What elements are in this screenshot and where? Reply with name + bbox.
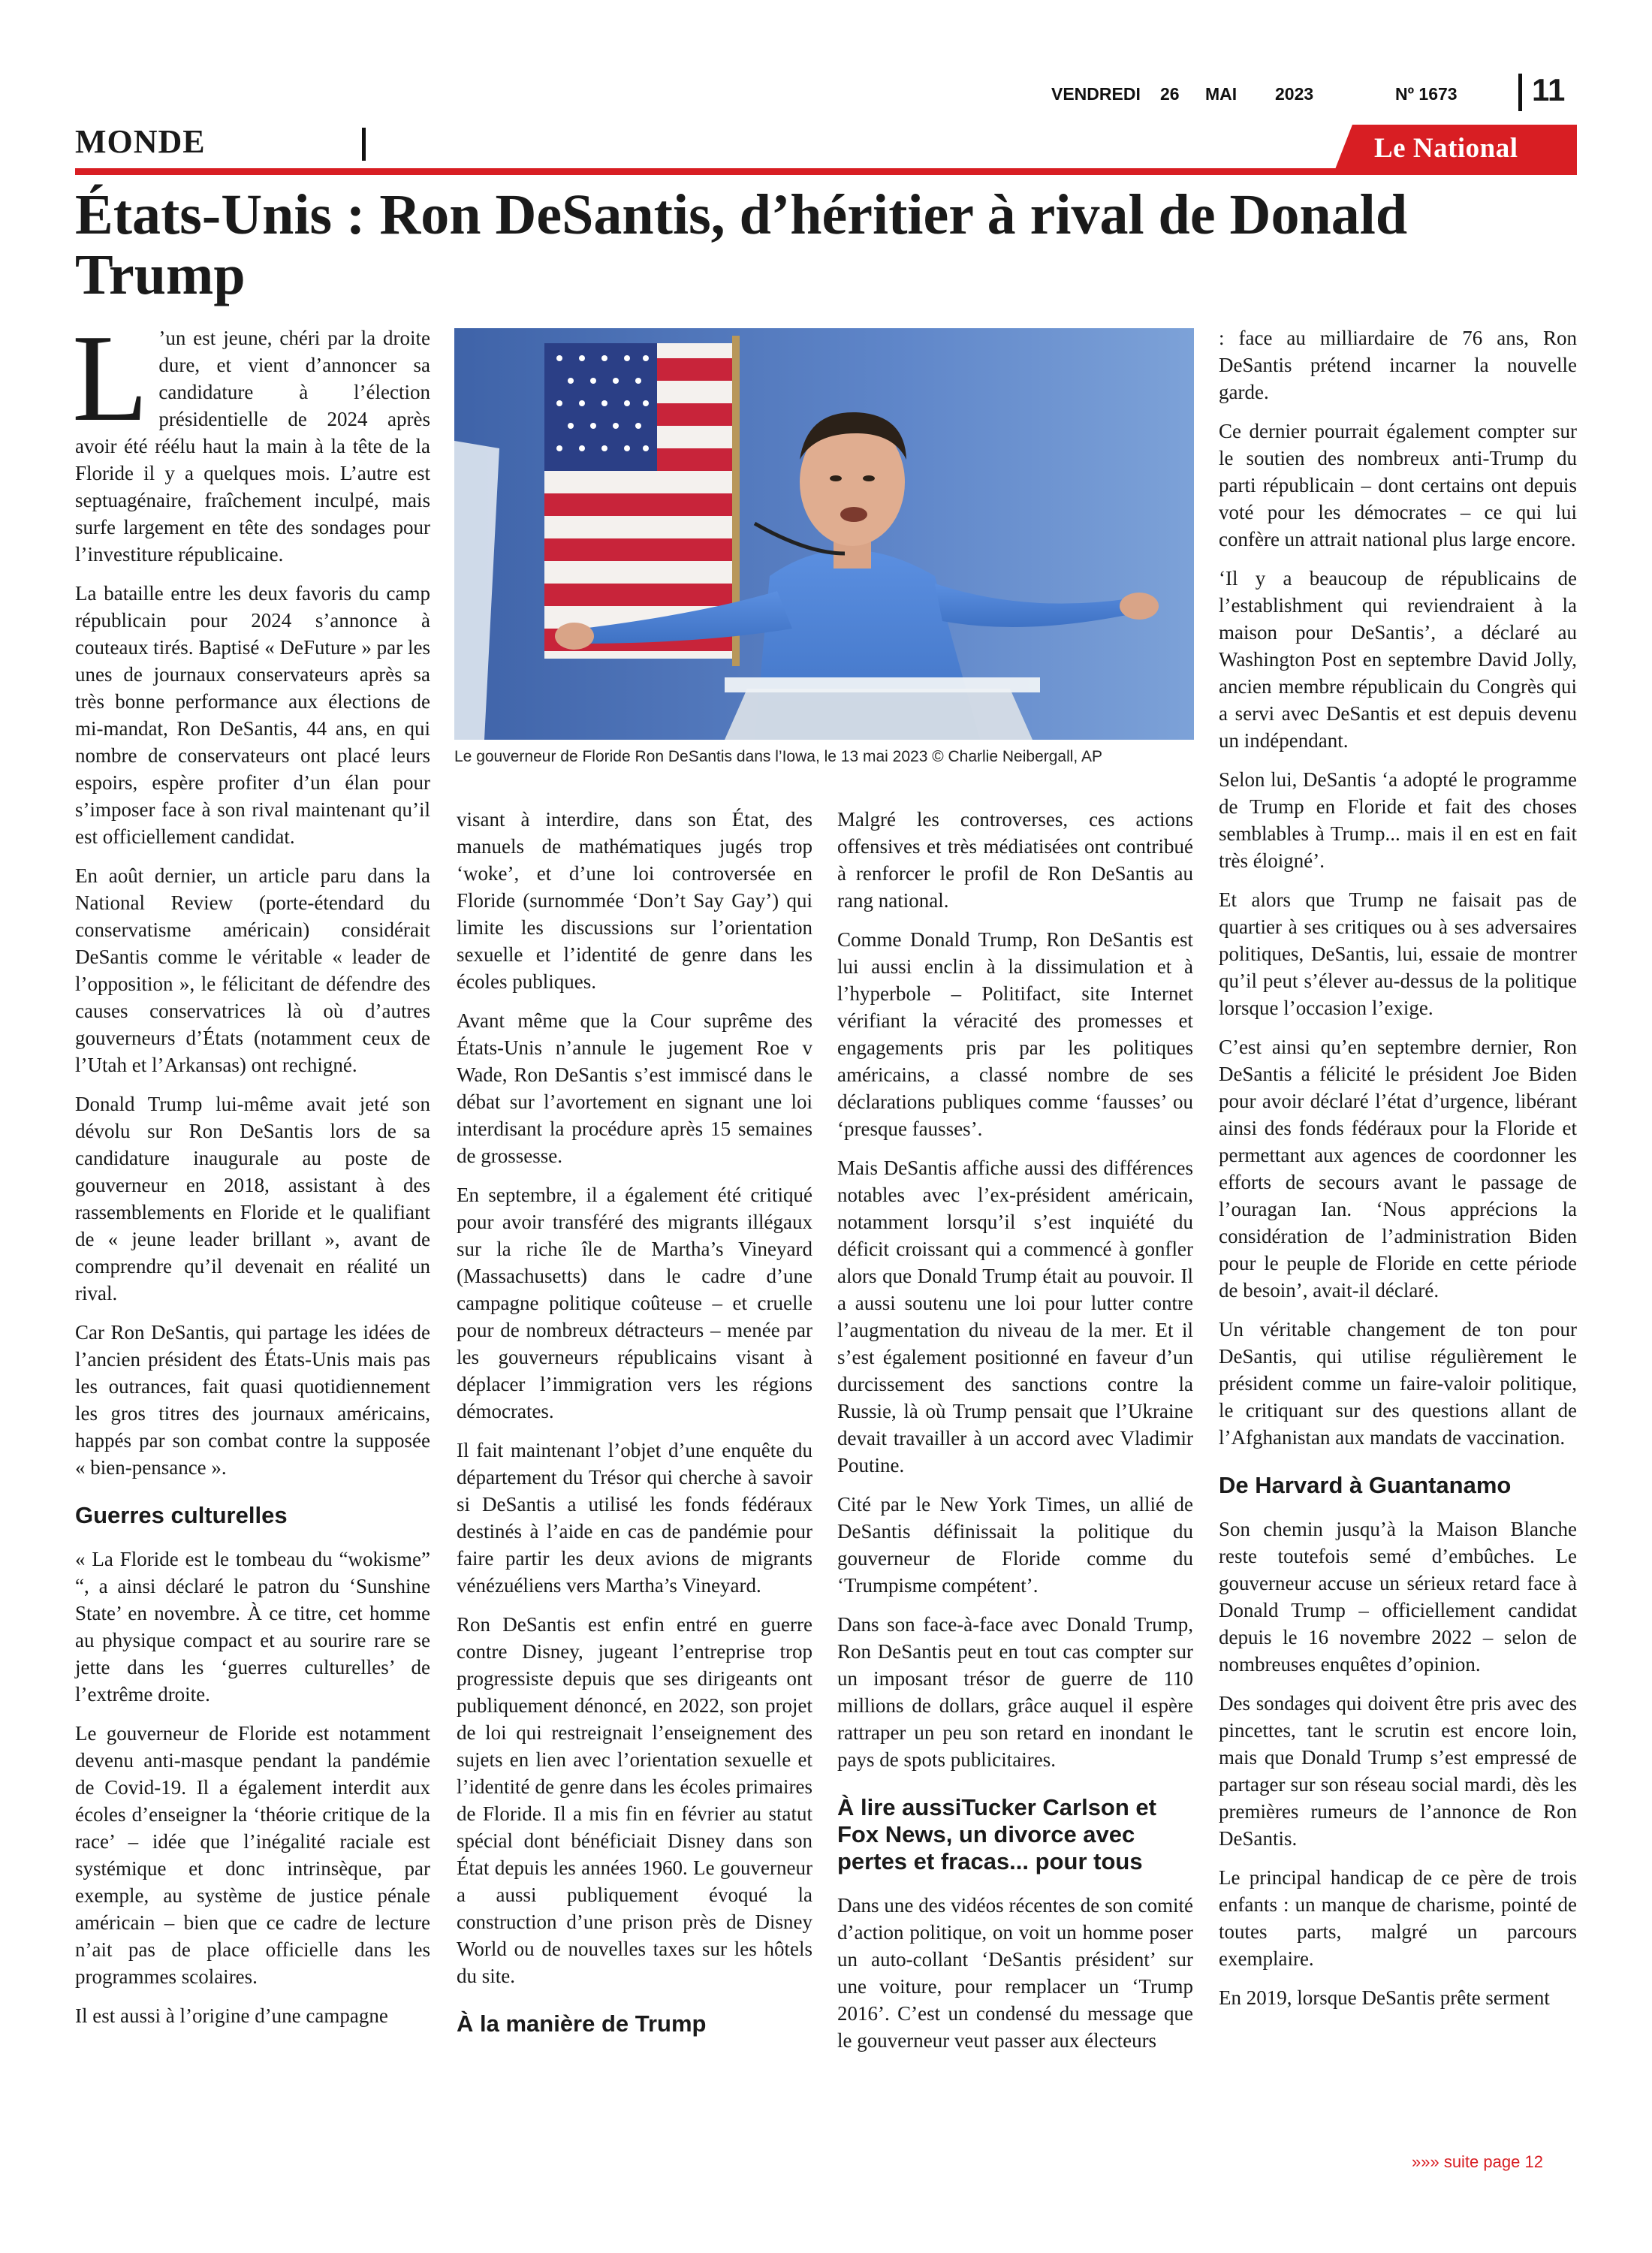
- paragraph: visant à interdire, dans son État, des manuels de mathématiques jugés trop ‘woke’, et d’une loi controversée en Floride (surnommée ‘Don’t Say Gay’) qui limite les discussions sur l’orientation sexuelle et l’identité de genre dans les écoles publiques.: [457, 808, 812, 993]
- section-title: MONDE: [75, 123, 206, 160]
- paragraph: Dans une des vidéos récentes de son comité d’action politique, on voit un homme poser un auto-collant ‘DeSantis président’ sur une voiture, pour remplacer un ‘Trump 2016’. C’est un condensé du message que le gouverneur veut passer aux électeurs: [837, 1894, 1193, 2052]
- paragraph: : face au milliardaire de 76 ans, Ron DeSantis prétend incarner la nouvelle garde.: [1219, 327, 1577, 403]
- paragraph: Le principal handicap de ce père de trois enfants : un manque de charisme, pointé de toutes parts, malgré un parcours exemplaire.: [1219, 1866, 1577, 1970]
- paragraph: Il est aussi à l’origine d’une campagne: [75, 2004, 388, 2027]
- headline: États-Unis : Ron DeSantis, d’héritier à rival de Donald Trump: [75, 183, 1408, 306]
- subheading: À lire aussiTucker Carlson et Fox News, un divorce avec pertes et fracas... pour tous: [837, 1794, 1156, 1874]
- paragraph: Des sondages qui doivent être pris avec des pincettes, tant le scrutin est encore loin, mais que Donald Trump s’est empressé de partager sur son réseau social mardi, dès les premières rumeurs de l’annonce de Ron DeSantis.: [1219, 1692, 1577, 1850]
- paragraph: Selon lui, DeSantis ‘a adopté le programme de Trump en Floride et fait des choses semblables à Trump... mais il en est en fait très éloigné’.: [1219, 768, 1577, 872]
- photo-caption: Le gouverneur de Floride Ron DeSantis dans l’Iowa, le 13 mai 2023 © Charlie Neibergall, AP: [454, 748, 1102, 765]
- date-year: 2023: [1275, 84, 1314, 104]
- paragraph: ‘Il y a beaucoup de républicains de l’establishment qui reviendraient à la maison pour DeSantis’, a déclaré au Washington Post en septembre David Jolly, ancien membre républicain du Congrès qui a servi avec DeSantis et est depuis devenu un indépendant.: [1219, 567, 1577, 752]
- issue-number: Nº 1673: [1395, 84, 1458, 104]
- paragraph: En 2019, lorsque DeSantis prête serment: [1219, 1986, 1550, 2009]
- photo-illustration: [454, 328, 1194, 740]
- paragraph: La bataille entre les deux favoris du camp républicain pour 2024 s’annonce à couteaux tirés. Baptisé « DeFuture » par les unes de journaux conservateurs après sa très bonne performance aux élections de mi-mandat, Ron DeSantis, 44 ans, en qui nombre de conservateurs ont placé leurs espoirs, espère profiter d’un élan pour s’imposer face à son rival maintenant qu’il est officiellement candidat.: [75, 582, 430, 848]
- paragraph: « La Floride est le tombeau du “wokisme” “, a ainsi déclaré le patron du ‘Sunshine State’ en novembre. À ce titre, cet homme au physique compact et au sourire rare se jette dans les ‘guerres culturelles’ de l’extrême droite.: [75, 1548, 430, 1706]
- paragraph: Avant même que la Cour suprême des États-Unis n’annule le jugement Roe v Wade, Ron DeSantis s’est immiscé dans le débat sur l’avortement en signant une loi interdisant la procédure après 15 semaines de grossesse.: [457, 1009, 812, 1167]
- article-photo: [454, 328, 1194, 740]
- subheading: De Harvard à Guantanamo: [1219, 1472, 1512, 1498]
- paragraph: Son chemin jusqu’à la Maison Blanche reste toutefois semé d’embûches. Le gouverneur accuse un sérieux retard face à Donald Trump – officiellement candidat depuis le 16 novembre 2022 – selon de nombreuses enquêtes d’opinion.: [1219, 1518, 1577, 1675]
- paragraph: Malgré les controverses, ces actions offensives et très médiatisées ont contribué à renforcer le profil de Ron DeSantis au rang national.: [837, 808, 1193, 912]
- article-column-3: [837, 806, 1193, 2066]
- continuation-link[interactable]: »»» suite page 12: [1412, 2152, 1543, 2171]
- paragraph: Car Ron DeSantis, qui partage les idées de l’ancien président des États-Unis mais pas les outrances, fait quasi quotidiennement les gros titres des journaux américains, happés par son combat contre la supposée « bien-pensance ».: [75, 1321, 430, 1479]
- page-number-divider: [1518, 74, 1522, 111]
- page-number: 11: [1532, 72, 1566, 107]
- subheading: À la manière de Trump: [457, 2010, 707, 2037]
- paragraph: En août dernier, un article paru dans la National Review (porte-étendard du conservatisme américain) considérait DeSantis comme le véritable « leader de l’opposition », le félicitant de défendre des causes conservatrices là où d’autres gouverneurs d’États (notamment ceux de l’Utah et l’Arkansas) ont rechigné.: [75, 864, 430, 1076]
- paragraph: Mais DeSantis affiche aussi des différences notables avec l’ex-président américain, notamment lorsqu’il s’est inquiété du déficit croissant qui a commencé à gonfler alors que Donald Trump était au pouvoir. Il a aussi soutenu une loi pour lutter contre l’augmentation du niveau de la mer. Et il s’est également positionné en faveur d’un durcissement des sanctions contre la Russie, là où Trump pensait que l’Ukraine devait travailler à un accord avec Vladimir Poutine.: [837, 1157, 1193, 1476]
- section-divider: [362, 128, 366, 161]
- brand-name: Le National: [1374, 133, 1518, 164]
- paragraph: Il fait maintenant l’objet d’une enquête du département du Trésor qui cherche à savoir si DeSantis a utilisé les fonds fédéraux destinés à l’aide en cas de pandémie pour faire partir les deux avions de migrants vénézuéliens vers Martha’s Vineyard.: [457, 1439, 812, 1597]
- paragraph: Ron DeSantis est enfin entré en guerre contre Disney, jugeant l’entreprise trop progressiste depuis que ses dirigeants ont publiquement dénoncé, en 2022, son projet de loi qui restreignait l’enseignement des sujets en lien avec l’orientation sexuelle et l’identité de genre dans les écoles primaires de Floride. Il a mis fin en février au statut spécial dont bénéficiait Disney dans son État depuis les années 1960. Le gouverneur a aussi publiquement évoqué la construction d’une prison près de Disney World ou de nouvelles taxes sur les hôtels du site.: [457, 1613, 812, 1987]
- article-column-4: [1219, 324, 1577, 2023]
- paragraph: Le gouverneur de Floride est notamment devenu anti-masque pendant la pandémie de Covid-19. Il a également interdit aux écoles d’enseigner la ‘théorie critique de la race’ – idée que l’inégalité raciale est systémique et donc intrinsèque, par exemple, au système de justice pénale américain – bien que ce cadre de lecture n’ait pas de place officielle dans les programmes scolaires.: [75, 1722, 430, 1988]
- date-month: MAI: [1205, 84, 1237, 104]
- article-column-2: [457, 806, 812, 2054]
- paragraph: Dans son face-à-face avec Donald Trump, Ron DeSantis peut en tout cas compter sur un imposant trésor de guerre de 110 millions de dollars, grâce auquel il espère rattraper un peu son retard en inondant le pays de spots publicitaires.: [837, 1613, 1193, 1771]
- date-number: 26: [1160, 84, 1180, 104]
- date-day: VENDREDI: [1051, 84, 1141, 104]
- lead-paragraph: [72, 309, 430, 568]
- paragraph: En septembre, il a également été critiqué pour avoir transféré des migrants illégaux sur la riche île de Martha’s Vineyard (Massachusetts) dans le cadre d’une campagne politique coûteuse – et cruelle pour de nombreux détracteurs – menée par les gouverneurs républicains visant à déplacer l’immigration vers les régions démocrates.: [457, 1184, 812, 1422]
- drop-cap: L: [72, 309, 149, 447]
- paragraph: Donald Trump lui-même avait jeté son dévolu sur Ron DeSantis lors de sa candidature inaugurale au poste de gouverneur en 2018, assistant à des rassemblements en Floride et le qualifiant de « jeune leader brillant », avant de comprendre qu’il devenait en réalité un rival.: [75, 1093, 430, 1304]
- paragraph: Un véritable changement de ton pour DeSantis, qui utilise régulièrement le président comme un faire-valoir politique, le critiquant sur des questions allant de l’Afghanistan aux mandats de vaccination.: [1219, 1318, 1577, 1449]
- subheading: Guerres culturelles: [75, 1502, 288, 1528]
- paragraph: Comme Donald Trump, Ron DeSantis est lui aussi enclin à la dissimulation et à l’hyperbole – Politifact, site Internet vérifiant la véracité des promesses et engagements pris par les politiques américains, a classé nombre de ses déclarations publiques comme ‘fausses’ ou ‘presque fausses’.: [837, 928, 1193, 1140]
- paragraph: Et alors que Trump ne faisait pas de quartier à ses critiques ou à ses adversaires politiques, DeSantis, lui, essaie de montrer qu’il peut s’élever au-dessus de la politique lorsque l’occasion l’exige.: [1219, 888, 1577, 1019]
- paragraph: Cité par le New York Times, un allié de DeSantis définissait la politique du gouverneur de Floride comme du ‘Trumpisme compétent’.: [837, 1493, 1193, 1597]
- article-column-1: [72, 309, 430, 2041]
- paragraph: C’est ainsi qu’en septembre dernier, Ron DeSantis a félicité le président Joe Biden pour avoir déclaré l’état d’urgence, libérant ainsi des fonds fédéraux pour la Floride et permettant aux agences de coordonner les efforts de secours avant le passage de l’ouragan Ian. ‘Nous apprécions la considération de l’administration Biden pour le peuple de Floride en cette période de besoin’, avait-il déclaré.: [1219, 1036, 1577, 1301]
- paragraph: Ce dernier pourrait également compter sur le soutien des nombreux anti-Trump du parti républicain – dont certains ont depuis voté pour les démocrates – ce qui lui confère un attrait national plus large encore.: [1219, 420, 1577, 550]
- lead-text: ’un est jeune, chéri par la droite dure, et vient d’annoncer sa candidature à l’élection présidentielle de 2024 après avoir été réélu haut la main à la tête de la Floride il y a quelques mois. L’autre est septuagénaire, fraîchement inculpé, mais surfe largement en tête des sondages pour l’investiture républicaine.: [75, 327, 430, 566]
